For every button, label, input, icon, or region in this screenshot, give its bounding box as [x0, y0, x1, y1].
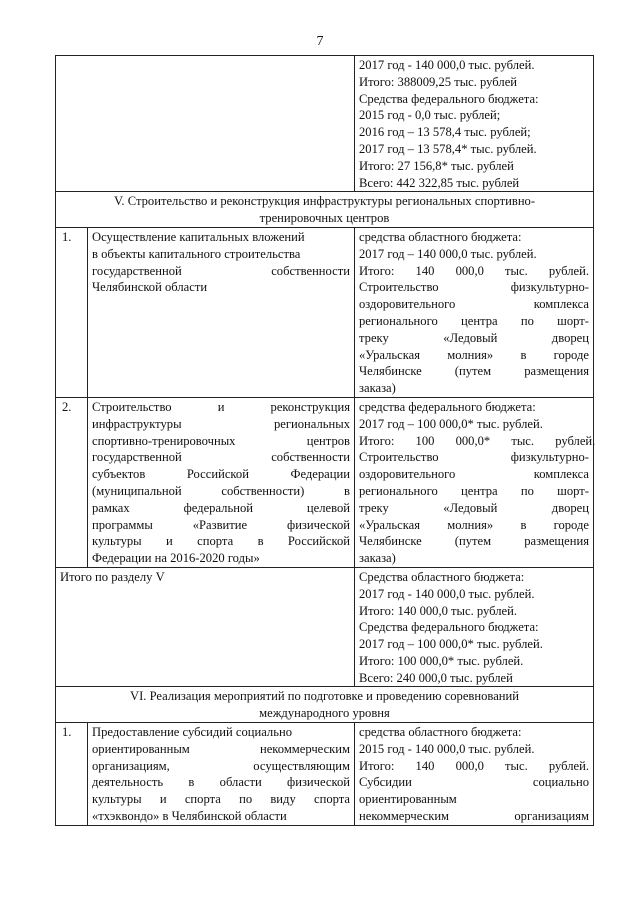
section-title-line: тренировочных центров: [259, 211, 390, 226]
desc-line: Предоставление субсидий социально: [92, 725, 292, 740]
funding-line: Итого: 140 000,0 тыс. рублей.: [359, 263, 590, 278]
measure-description: [88, 723, 355, 826]
funding-line: некоммерческим организациям: [359, 809, 589, 824]
funding-line: Средства областного бюджета:: [359, 569, 525, 584]
funding-cell: [355, 567, 594, 687]
funding-line: 2017 год – 13 578,4* тыс. рублей.: [359, 141, 537, 156]
funding-cell: [355, 56, 594, 192]
funding-line: Итого: 100 000,0* тыс. рублей.: [359, 433, 596, 448]
section-header-row: [56, 687, 594, 723]
table-row: [56, 56, 594, 192]
funding-line: Средства федерального бюджета:: [359, 91, 539, 106]
funding-line: Итого: 100 000,0* тыс. рублей.: [359, 653, 524, 668]
measure-description: [88, 227, 355, 397]
funding-line: заказа): [359, 381, 396, 396]
funding-line: Всего: 240 000,0 тыс. рублей: [359, 670, 513, 685]
desc-line: культуры и спорта в Российской: [92, 534, 350, 549]
funding-line: «Уральская молния» в городе: [359, 347, 589, 362]
funding-line: треку «Ледовый дворец: [359, 330, 589, 345]
total-label: [56, 567, 355, 687]
funding-line: Итого: 388009,25 тыс. рублей: [359, 74, 518, 89]
desc-line: культуры и спорта по виду спорта: [92, 792, 350, 807]
desc-line: Челябинской области: [92, 280, 208, 295]
desc-line: субъектов Российской Федерации: [92, 467, 350, 482]
desc-line: Строительство и реконструкция: [92, 399, 350, 414]
funding-line: оздоровительного комплекса: [359, 467, 589, 482]
desc-line: (муниципальной собственности) в: [92, 483, 350, 498]
funding-line: 2016 год – 13 578,4 тыс. рублей;: [359, 125, 531, 140]
table-row: [56, 227, 594, 397]
section-title-line: V. Строительство и реконструкция инфраструктуры региональных спортивно-: [113, 194, 536, 209]
empty-cell: [56, 56, 355, 192]
funding-line: заказа): [359, 551, 396, 566]
funding-cell: [355, 723, 594, 826]
funding-line: 2017 год - 140 000,0 тыс. рублей.: [359, 58, 535, 72]
funding-line: Итого: 140 000,0 тыс. рублей.: [359, 603, 518, 618]
section-title: [56, 192, 594, 228]
funding-cell: [355, 227, 594, 397]
desc-line: Осуществление капитальных вложений: [92, 229, 305, 244]
funding-line: Строительство физкультурно-: [359, 450, 589, 465]
funding-line: средства областного бюджета:: [359, 725, 522, 740]
funding-line: 2017 год – 100 000,0* тыс. рублей.: [359, 637, 543, 652]
desc-line: организациям, осуществляющим: [92, 758, 350, 773]
row-number: 1.: [56, 227, 88, 397]
page-number: 7: [316, 34, 324, 49]
section-title-line: VI. Реализация мероприятий по подготовке и проведению соревнований: [130, 689, 519, 704]
funding-line: 2015 год - 0,0 тыс. рублей;: [359, 108, 501, 123]
funding-line: треку «Ледовый дворец: [359, 500, 589, 515]
desc-line: ориентированным некоммерческим: [92, 741, 350, 756]
row-number: 2.: [56, 397, 88, 567]
desc-line: государственной собственности: [92, 263, 350, 278]
funding-line: Всего: 442 322,85 тыс. рублей: [359, 175, 520, 190]
funding-cell: [355, 397, 594, 567]
desc-line: программы «Развитие физической: [92, 517, 350, 532]
funding-line: 2015 год - 140 000,0 тыс. рублей.: [359, 741, 535, 756]
desc-line: деятельность в области физической: [92, 775, 350, 790]
funding-line: 2017 год – 140 000,0 тыс. рублей.: [359, 246, 537, 261]
funding-line: 2017 год – 100 000,0* тыс. рублей.: [359, 416, 543, 431]
desc-line: рамках федеральной целевой: [92, 500, 350, 515]
section-title: [56, 687, 594, 723]
funding-line: средства областного бюджета:: [359, 229, 522, 244]
funding-line: Субсидии социально: [359, 775, 589, 790]
funding-line: регионального центра по шорт-: [359, 313, 589, 328]
funding-line: «Уральская молния» в городе: [359, 517, 589, 532]
funding-line: Итого: 140 000,0 тыс. рублей.: [359, 758, 590, 773]
total-row: [56, 567, 594, 687]
desc-line: инфраструктуры региональных: [92, 416, 350, 431]
measure-description: [88, 397, 355, 567]
desc-line: «тхэквондо» в Челябинской области: [92, 809, 287, 824]
desc-line: государственной собственности: [92, 450, 350, 465]
funding-line: Средства федерального бюджета:: [359, 620, 539, 635]
program-table: [55, 55, 594, 826]
funding-line: 2017 год - 140 000,0 тыс. рублей.: [359, 586, 535, 601]
row-number: 1.: [56, 723, 88, 826]
funding-line: Итого: 27 156,8* тыс. рублей: [359, 158, 514, 173]
desc-line: Федерации на 2016-2020 годы»: [92, 551, 260, 566]
section-header-row: [56, 192, 594, 228]
funding-line: оздоровительного комплекса: [359, 297, 589, 312]
funding-line: Строительство физкультурно-: [359, 280, 589, 295]
funding-line: регионального центра по шорт-: [359, 483, 589, 498]
funding-line: средства федерального бюджета:: [359, 399, 536, 414]
funding-line: Челябинске (путем размещения: [359, 364, 589, 379]
desc-line: спортивно-тренировочных центров: [92, 433, 350, 448]
table-row: [56, 723, 594, 826]
section-title-line: международного уровня: [259, 706, 390, 721]
table-row: [56, 397, 594, 567]
funding-line: ориентированным: [359, 792, 457, 807]
desc-line: в объекты капитального строительства: [92, 246, 301, 261]
funding-line: Челябинске (путем размещения: [359, 534, 589, 549]
total-label-text: Итого по разделу V: [60, 569, 165, 584]
